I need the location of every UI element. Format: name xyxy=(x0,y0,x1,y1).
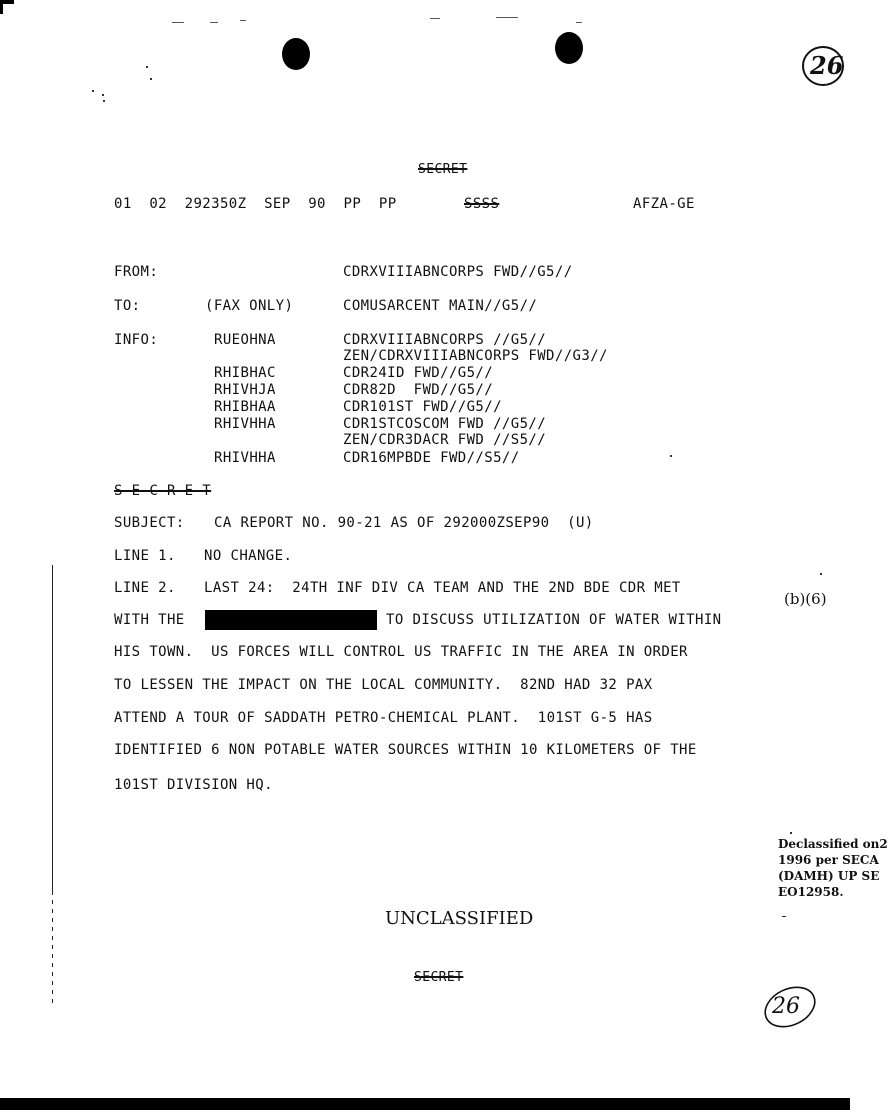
info-address: CDR24ID FWD//G5// xyxy=(343,365,494,381)
to-label: TO: xyxy=(114,298,141,314)
from-label: FROM: xyxy=(114,264,159,280)
scan-artifact xyxy=(496,17,518,18)
subject-label: SUBJECT: xyxy=(114,515,185,531)
handwritten-page-number-top: 26 xyxy=(800,44,846,88)
scan-edge-rule xyxy=(0,0,3,14)
line2-label: LINE 2. xyxy=(114,580,176,596)
info-address: CDR82D FWD//G5// xyxy=(343,382,494,398)
scan-artifact xyxy=(670,455,672,457)
margin-line xyxy=(52,565,53,895)
line2-with-the: WITH THE xyxy=(114,612,185,628)
scan-artifact xyxy=(103,100,105,102)
margin-line-dashed xyxy=(52,900,53,1008)
line2-text: HIS TOWN. US FORCES WILL CONTROL US TRAFFIC IN THE AREA IN ORDER xyxy=(114,644,688,660)
unclassified-marking: UNCLASSIFIED xyxy=(385,908,534,929)
to-value: COMUSARCENT MAIN//G5// xyxy=(343,298,538,314)
punch-hole-left xyxy=(282,38,310,70)
punch-hole-right xyxy=(555,32,583,64)
subject-value: CA REPORT NO. 90-21 AS OF 292000ZSEP90 (U) xyxy=(214,515,594,531)
scan-artifact xyxy=(150,78,152,80)
classification-spaced: S-E-C-R-E-T xyxy=(114,483,212,499)
declassified-line: EO12958. xyxy=(778,885,844,899)
to-note: (FAX ONLY) xyxy=(205,298,294,314)
info-code: RHIVHJA xyxy=(214,382,276,398)
from-value: CDRXVIIIABNCORPS FWD//G5// xyxy=(343,264,573,280)
line2-text: ATTEND A TOUR OF SADDATH PETRO-CHEMICAL PLANT. 101ST G-5 HAS xyxy=(114,710,653,726)
info-label: INFO: xyxy=(114,332,159,348)
redaction-box xyxy=(205,610,377,630)
info-code: RHIBHAA xyxy=(214,399,276,415)
info-address: CDR16MPBDE FWD//S5// xyxy=(343,450,520,466)
scan-artifact xyxy=(146,66,148,68)
classification-bottom: SECRET xyxy=(414,970,464,985)
message-header-office: AFZA-GE xyxy=(633,196,695,212)
scan-artifact xyxy=(102,94,104,96)
line2-text: TO LESSEN THE IMPACT ON THE LOCAL COMMUNITY. 82ND HAD 32 PAX xyxy=(114,677,653,693)
info-code: RHIVHHA xyxy=(214,416,276,432)
declassified-line: (DAMH) UP SE xyxy=(778,869,880,883)
scan-artifact xyxy=(790,832,792,834)
info-address: CDR101ST FWD//G5// xyxy=(343,399,502,415)
message-header-line: 01 02 292350Z SEP 90 PP PP xyxy=(114,196,397,212)
scan-artifact xyxy=(172,22,184,23)
line2-first: LAST 24: 24TH INF DIV CA TEAM AND THE 2ND BDE CDR MET xyxy=(204,580,681,596)
scan-artifact xyxy=(240,20,246,21)
line2-text: IDENTIFIED 6 NON POTABLE WATER SOURCES WITHIN 10 KILOMETERS OF THE xyxy=(114,742,697,758)
info-address: CDRXVIIIABNCORPS //G5// xyxy=(343,332,547,348)
scan-bottom-edge xyxy=(0,1098,850,1110)
line1-value: NO CHANGE. xyxy=(204,548,293,564)
scan-artifact xyxy=(430,18,440,19)
declassification-stamp xyxy=(778,836,888,900)
info-address: ZEN/CDR3DACR FWD //S5// xyxy=(343,432,547,448)
line1-label: LINE 1. xyxy=(114,548,176,564)
line2-text: 101ST DIVISION HQ. xyxy=(114,777,273,793)
declassified-line: Declassified on2 xyxy=(778,837,888,851)
scan-artifact xyxy=(210,22,218,23)
info-address: ZEN/CDRXVIIIABNCORPS FWD//G3// xyxy=(343,348,608,364)
scan-artifact xyxy=(92,90,94,92)
line2-after-redaction: TO DISCUSS UTILIZATION OF WATER WITHIN xyxy=(386,612,722,628)
declassified-line: 1996 per SECA xyxy=(778,853,879,867)
scan-artifact xyxy=(576,22,582,23)
message-header-ssss: SSSS xyxy=(464,196,500,212)
info-code: RUEOHNA xyxy=(214,332,276,348)
classification-top: SECRET xyxy=(418,162,468,177)
info-code: RHIVHHA xyxy=(214,450,276,466)
info-address: CDR1STCOSCOM FWD //G5// xyxy=(343,416,547,432)
scan-artifact xyxy=(820,573,822,575)
scan-artifact xyxy=(782,916,786,917)
info-code: RHIBHAC xyxy=(214,365,276,381)
handwritten-page-number-bottom: 26 xyxy=(760,984,820,1030)
redaction-code: (b)(6) xyxy=(784,590,827,608)
